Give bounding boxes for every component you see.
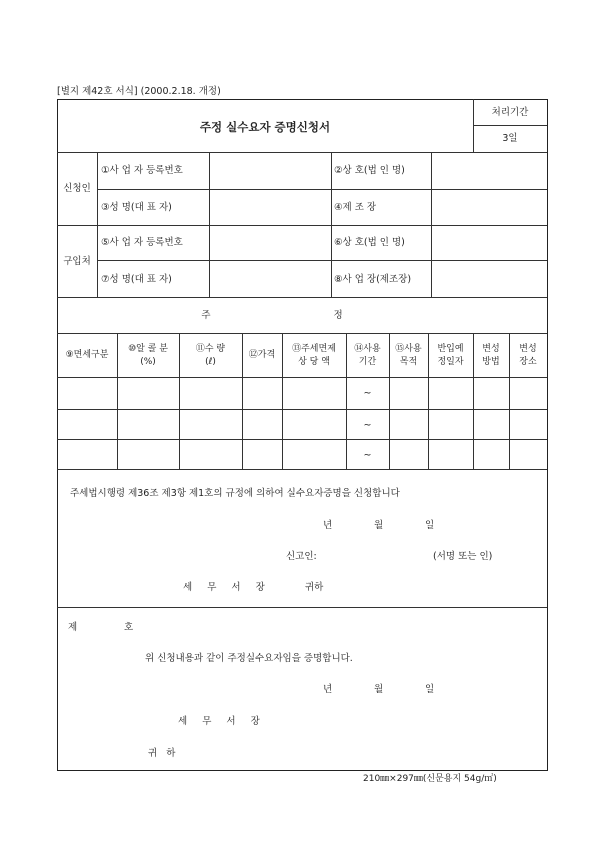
paper-spec-footer: 210㎜×297㎜(신문용지 54g/㎡) — [363, 774, 497, 784]
purchaser-representative-field[interactable] — [210, 261, 331, 297]
column-header — [242, 334, 282, 377]
processing-period-value: 3일 — [502, 133, 518, 144]
purchaser-workplace-label: ⑧사 업 장(제조장) — [334, 274, 412, 285]
applicant-factory-label: ④제 조 장 — [334, 202, 377, 213]
column-header-text: 정일자 — [437, 356, 464, 367]
column-header-text: 목적 — [399, 356, 418, 367]
column-header — [179, 334, 242, 377]
applicant-representative-label: ③성 명(대 표 자) — [101, 202, 172, 213]
column-header-text: ⑪수 량 — [195, 343, 226, 354]
column-header-text: ⑨면세구분 — [65, 350, 109, 360]
column-header — [389, 334, 428, 377]
column-header — [428, 334, 473, 377]
column-header-text: ⑫가격 — [248, 350, 276, 360]
column-header — [346, 334, 389, 377]
certificate-number-field[interactable] — [80, 619, 120, 635]
usage-period-cell[interactable]: ~ — [363, 420, 372, 431]
usage-period-cell[interactable]: ~ — [363, 450, 372, 461]
column-header-text: ⑭사용 — [354, 343, 381, 354]
column-header-text: ⑬주세면제 — [292, 343, 336, 354]
applicant-company-name-label: ②상 호(법 인 명) — [334, 165, 405, 176]
column-header — [57, 334, 117, 377]
certificate-date-day: 일 — [425, 684, 435, 695]
column-header-text: (ℓ) — [205, 356, 216, 367]
applicant-factory-field[interactable] — [432, 190, 546, 225]
applicant-business-number-field[interactable] — [210, 153, 331, 189]
reporter-signature-note: (서명 또는 인) — [433, 551, 493, 562]
column-header-text: 변성 — [482, 343, 500, 354]
applicant-business-number-label: ①사 업 자 등록번호 — [101, 165, 183, 176]
column-header-text: ⑮사용 — [395, 343, 422, 354]
certificate-tax-office: 세 무 서 장 — [178, 716, 266, 727]
column-header-text: 반입예 — [437, 343, 464, 354]
certificate-honorific: 귀 하 — [148, 748, 179, 759]
column-header — [282, 334, 346, 377]
usage-period-cell[interactable]: ~ — [363, 388, 372, 399]
certificate-number-label: 제 — [68, 622, 78, 633]
certificate-number-suffix: 호 — [124, 622, 134, 633]
column-header — [509, 334, 547, 377]
form-title: 주정 실수요자 증명신청서 — [199, 120, 331, 134]
purchaser-section-label: 구입처 — [63, 256, 91, 267]
application-date-day: 일 — [425, 520, 435, 531]
certificate-date-year: 년 — [323, 684, 333, 695]
certificate-statement: 위 신청내용과 같이 주정실수요자임을 증명합니다. — [145, 653, 353, 664]
purchaser-business-number-field[interactable] — [210, 226, 331, 260]
column-header — [117, 334, 179, 377]
purchaser-company-name-label: ⑥상 호(법 인 명) — [334, 237, 405, 248]
processing-period-label: 처리기간 — [491, 107, 529, 118]
purchaser-workplace-field[interactable] — [432, 261, 546, 297]
column-header-text: (%) — [140, 356, 156, 367]
alcohol-section-header: 주 정 — [201, 310, 403, 321]
column-header-text: 상 당 액 — [298, 356, 330, 367]
form-number-note: [별지 제42호 서식] (2000.2.18. 개정) — [57, 86, 221, 97]
purchaser-business-number-label: ⑤사 업 자 등록번호 — [101, 237, 183, 248]
application-date-month: 월 — [374, 520, 384, 531]
applicant-company-name-field[interactable] — [432, 153, 546, 189]
application-statement: 주세법시행령 제36조 제3항 제1호의 규정에 의하여 실수요자증명을 신청합니다 — [70, 488, 400, 499]
application-honorific: 귀하 — [305, 582, 324, 593]
purchaser-company-name-field[interactable] — [432, 226, 546, 260]
column-header — [473, 334, 509, 377]
column-header-text: 방법 — [482, 356, 500, 367]
column-header-text: 기간 — [358, 356, 377, 367]
column-header-text: 변성 — [519, 343, 537, 354]
column-header-text: ⑩알 콜 분 — [128, 343, 168, 354]
reporter-label: 신고인: — [286, 551, 317, 562]
certificate-date-month: 월 — [374, 684, 384, 695]
applicant-section-label: 신청인 — [63, 183, 91, 194]
application-date-year: 년 — [323, 520, 333, 531]
column-header-text: 장소 — [519, 356, 537, 367]
purchaser-representative-label: ⑦성 명(대 표 자) — [101, 274, 172, 285]
applicant-representative-field[interactable] — [210, 190, 331, 225]
reporter-signature-field[interactable] — [330, 548, 430, 564]
application-tax-office: 세 무 서 장 — [183, 582, 271, 593]
